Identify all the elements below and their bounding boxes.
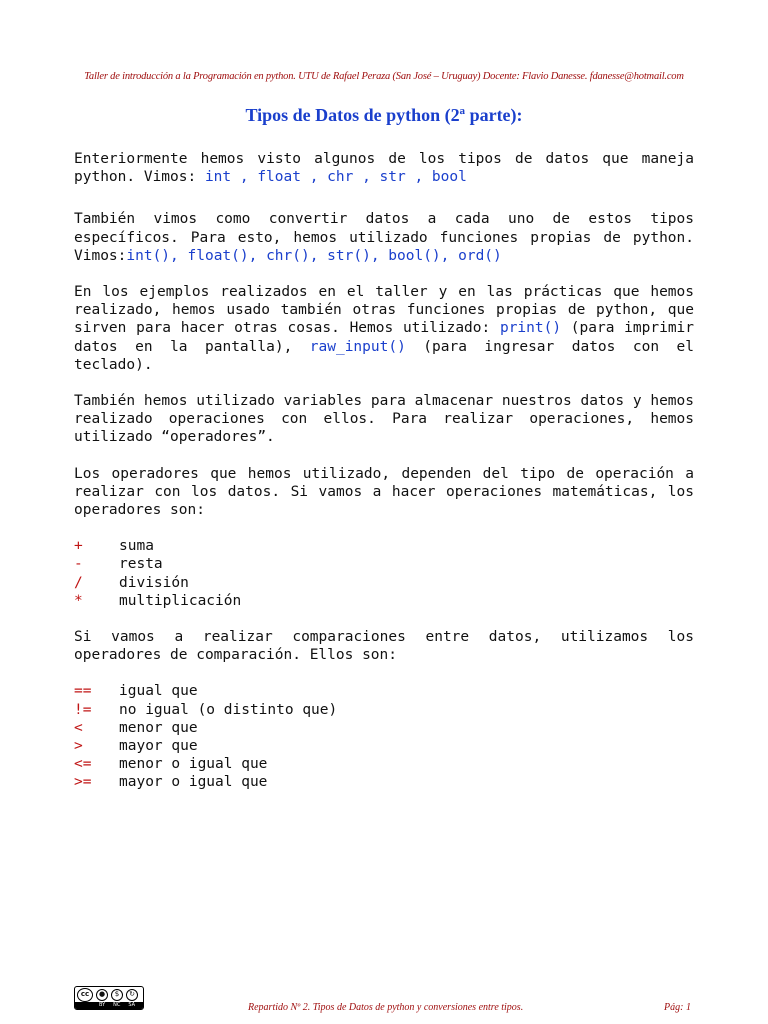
creative-commons-badge — [74, 986, 144, 1010]
list-item — [74, 537, 694, 555]
operator-symbol: >= — [74, 774, 92, 791]
list-item — [74, 701, 694, 719]
operator-label: división — [119, 574, 189, 591]
attribution-icon: ● — [96, 989, 108, 1001]
page-number: Pág: 1 — [664, 1002, 691, 1013]
operator-label: resta — [119, 556, 163, 573]
paragraph-data-types — [74, 150, 694, 186]
document-body — [74, 150, 694, 792]
paragraph-text: (para ingresar datos con el teclado). — [74, 338, 694, 373]
paragraph-conversions — [74, 210, 694, 265]
code-raw-input: raw_input() — [309, 338, 406, 355]
cc-nc-label: NC — [113, 1002, 121, 1008]
operator-label: no igual (o distinto que) — [119, 701, 338, 718]
paragraph-variables — [74, 392, 694, 447]
list-item — [74, 719, 694, 737]
noncommercial-icon: $ — [111, 989, 123, 1001]
operator-label: igual que — [119, 683, 198, 700]
page-footer: Repartido Nº 2. Tipos de Datos de python y conversiones entre tipos. — [248, 1002, 524, 1013]
paragraph-text: Si vamos a realizar comparaciones entre datos, utilizamos los operadores de comparación. Ellos son: — [74, 629, 694, 664]
paragraph-operators — [74, 465, 694, 520]
paragraph-text: En los ejemplos realizados en el taller y en las prácticas que hemos realizado, hemos usado también otras funciones propias de python, que sirven para hacer otras cosas. Hemos utilizado: — [74, 284, 694, 337]
operator-label: menor que — [119, 719, 198, 736]
operator-symbol: > — [74, 737, 83, 754]
cc-icon-row — [75, 987, 143, 1002]
paragraph-text: También hemos utilizado variables para almacenar nuestros datos y hemos realizado operaciones con ellos. Para realizar operaciones, hemos utilizado “operadores”. — [74, 393, 694, 446]
code-type-list: int , float , chr , str , bool — [204, 169, 467, 186]
operator-label: menor o igual que — [119, 756, 268, 773]
operator-label: suma — [119, 538, 154, 555]
operator-label: mayor que — [119, 737, 198, 754]
paragraph-text: También vimos como convertir datos a cada uno de estos tipos específicos. Para esto, hemos utilizado funciones propias de python. Vimos: — [74, 211, 694, 264]
operator-symbol: + — [74, 538, 83, 555]
comparison-operator-list — [74, 682, 694, 791]
list-item — [74, 773, 694, 791]
list-item — [74, 737, 694, 755]
paragraph-text: (para imprimir datos en la pantalla), — [74, 320, 695, 355]
operator-symbol: - — [74, 556, 83, 573]
page-header: Taller de introducción a la Programación en python. UTU de Rafael Peraza (San José – Uruguay) Docente: Flavio Danesse. fdanesse@hotmail.com — [84, 71, 684, 82]
operator-label: mayor o igual que — [119, 774, 268, 791]
document-title: Tipos de Datos de python (2ª parte): — [245, 105, 523, 125]
operator-symbol: <= — [74, 756, 92, 773]
list-item — [74, 592, 694, 610]
paragraph-text: Enteriormente hemos visto algunos de los tipos de datos que maneja python. Vimos: — [74, 151, 694, 186]
list-item — [74, 755, 694, 773]
code-print: print() — [499, 320, 562, 337]
cc-logo-icon: cc — [77, 988, 93, 1002]
math-operator-list — [74, 537, 694, 610]
cc-label-row — [75, 1002, 143, 1009]
paragraph-text: Los operadores que hemos utilizado, dependen del tipo de operación a realizar con los datos. Si vamos a hacer operaciones matemáticas, los operadores son: — [74, 465, 694, 519]
cc-sa-label: SA — [128, 1002, 136, 1008]
paragraph-functions — [74, 283, 694, 374]
list-item — [74, 555, 694, 573]
list-item — [74, 682, 694, 700]
share-alike-icon: ↻ — [126, 989, 138, 1001]
operator-symbol: / — [74, 574, 83, 591]
code-function-list: int(), float(), chr(), str(), bool(), ord() — [126, 247, 502, 264]
operator-symbol: == — [74, 683, 92, 700]
operator-symbol: != — [74, 701, 92, 718]
paragraph-comparisons — [74, 628, 694, 664]
operator-symbol: * — [74, 592, 83, 609]
operator-label: multiplicación — [119, 592, 242, 609]
list-item — [74, 574, 694, 592]
cc-by-label: BY — [98, 1002, 106, 1008]
operator-symbol: < — [74, 719, 83, 736]
